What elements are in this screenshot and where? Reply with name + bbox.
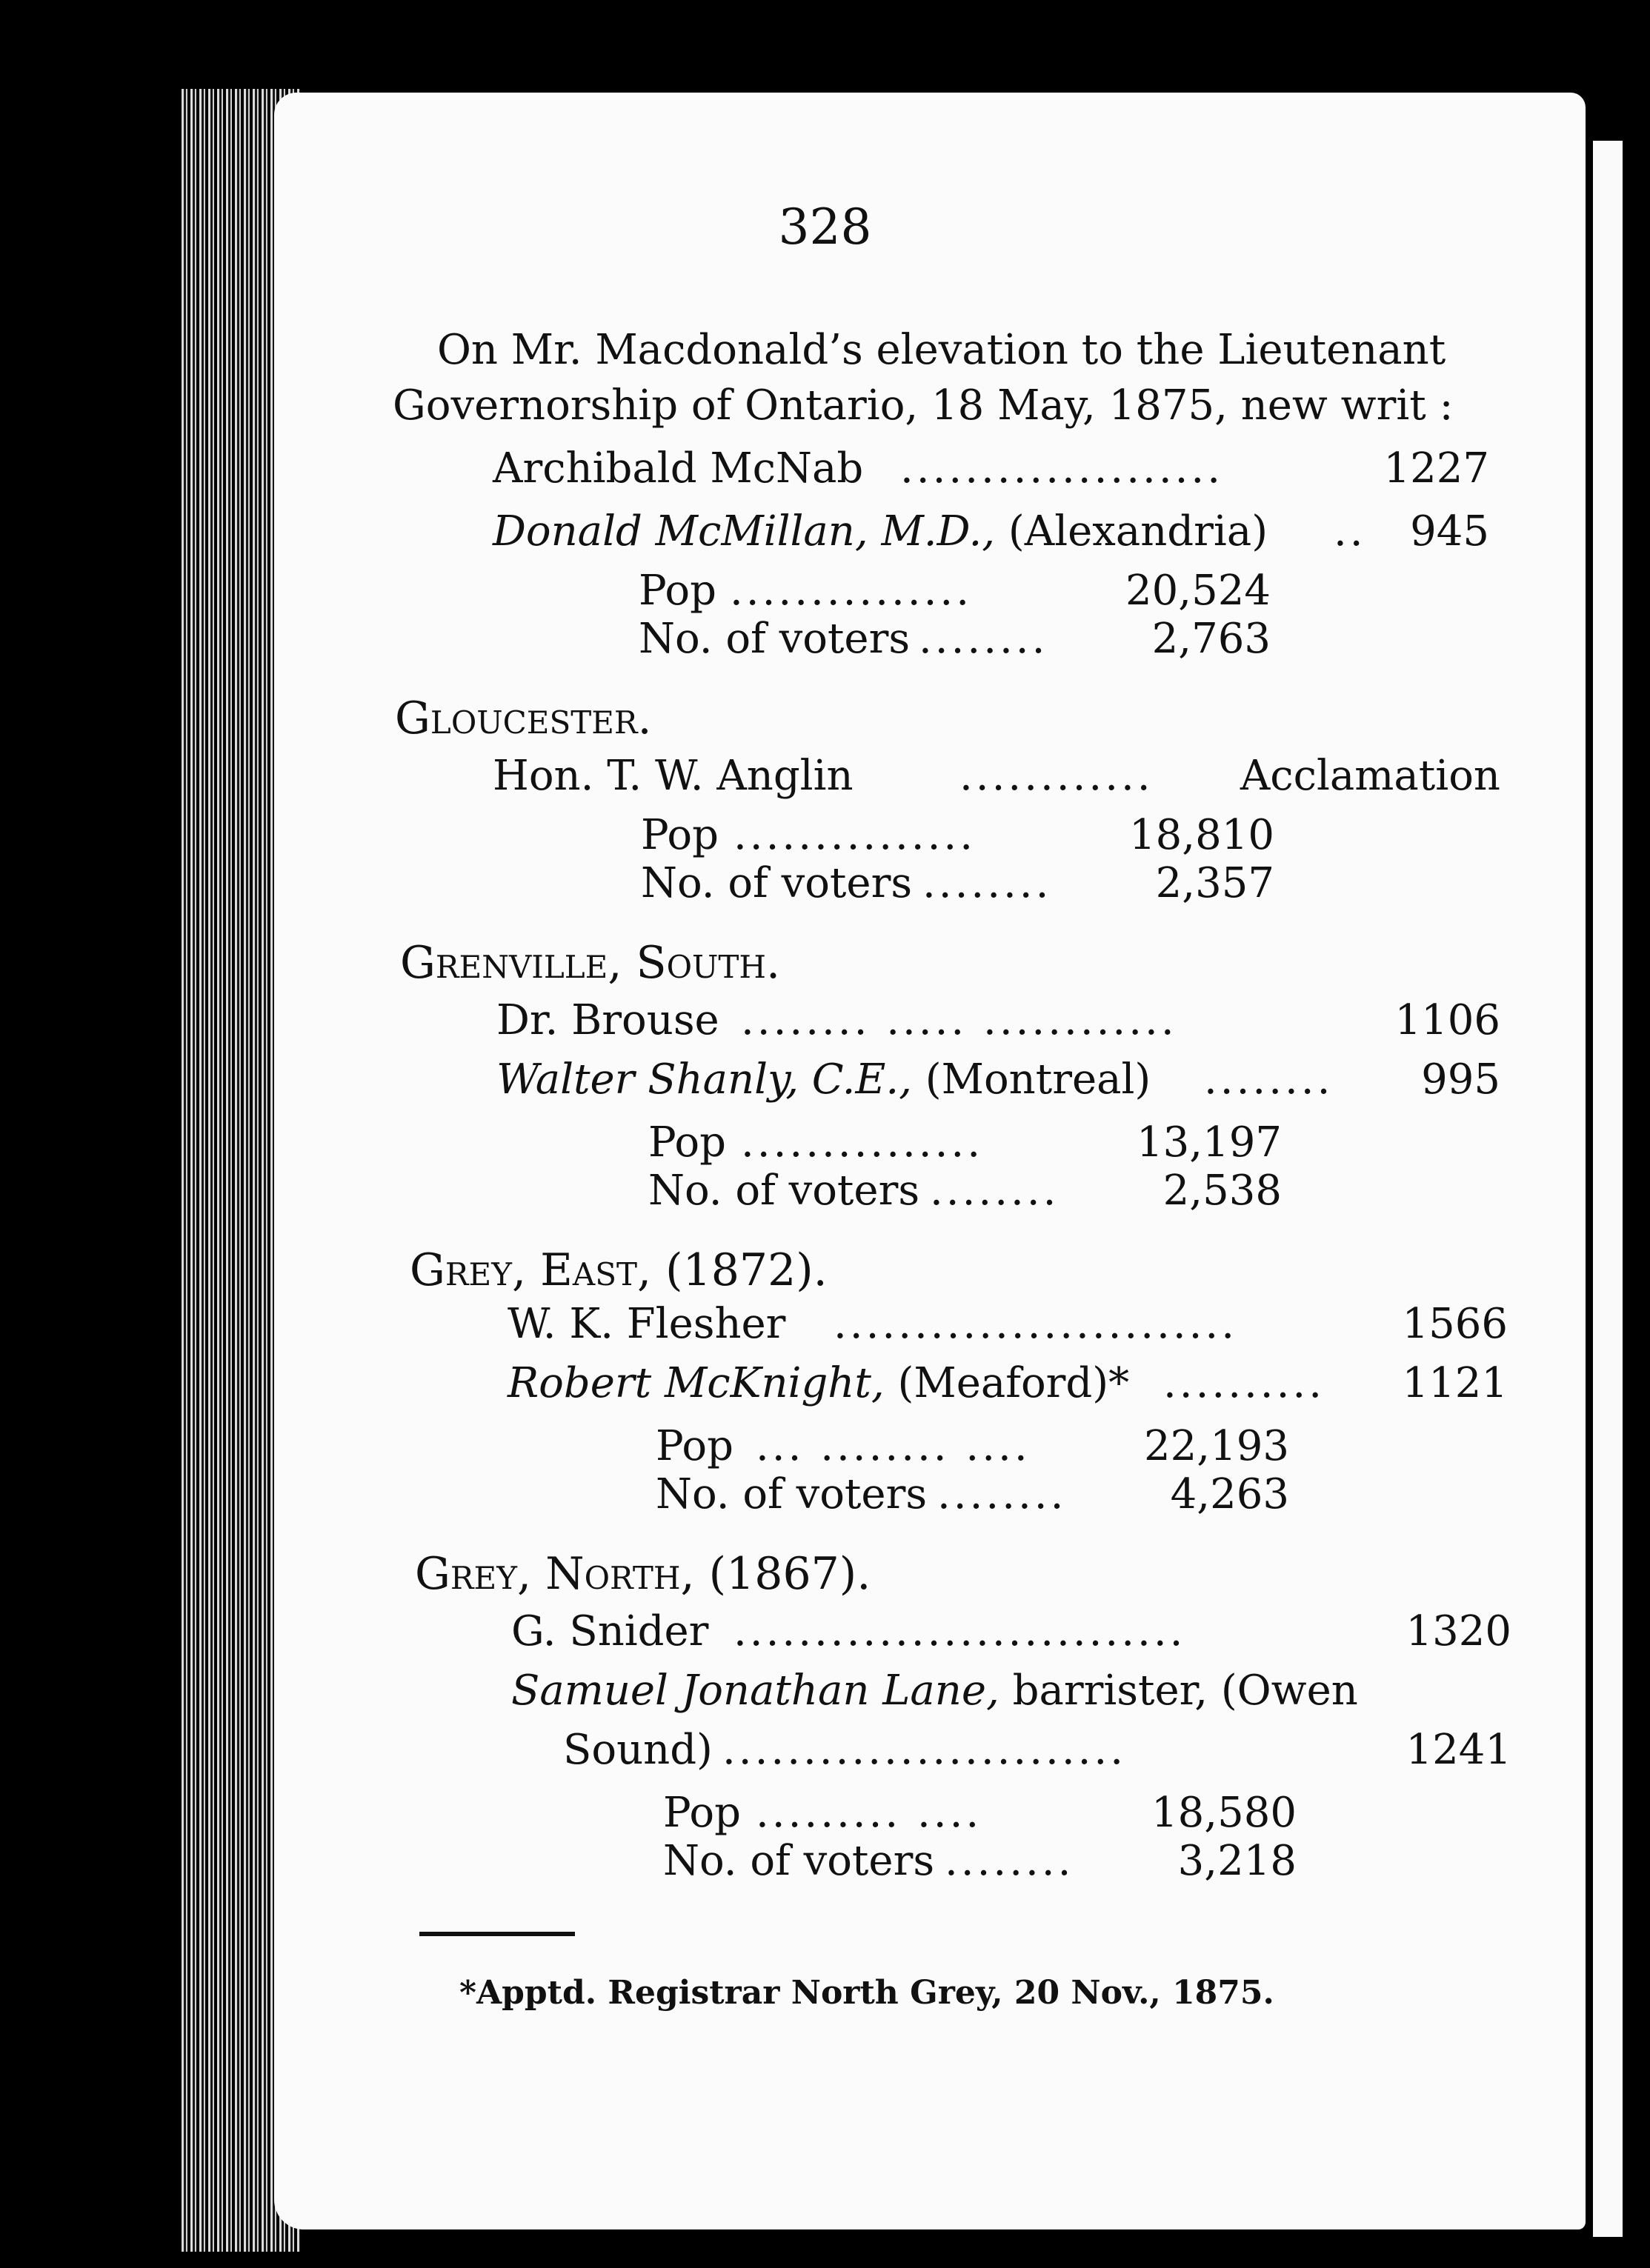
section-heading: Grey, East, (1872). xyxy=(410,1244,828,1296)
vote-count: 995 xyxy=(1421,1055,1500,1104)
facing-page-edge xyxy=(1593,141,1623,2237)
population-value: 20,524 xyxy=(1125,567,1271,615)
dot-leader: .......... xyxy=(1163,1363,1325,1404)
pop-label: Pop xyxy=(639,567,716,615)
intro-line-2: Governorship of Ontario, 18 May, 1875, new writ : xyxy=(393,381,1454,430)
dot-leader: ......................... xyxy=(834,1304,1238,1345)
pop-label: Pop xyxy=(641,811,719,859)
dot-leader: ......... .... xyxy=(756,1792,982,1834)
pop-label: Pop xyxy=(663,1789,741,1837)
vote-count: 1241 xyxy=(1406,1726,1511,1774)
dot-leader: ........ xyxy=(937,1474,1067,1515)
intro-line-1: On Mr. Macdonald’s elevation to the Lieutenant xyxy=(437,326,1446,374)
voters-label: No. of voters xyxy=(663,1837,935,1885)
candidate-name: Robert McKnight, (Meaford)* xyxy=(508,1359,1130,1407)
vote-count: 1121 xyxy=(1402,1359,1508,1407)
footnote-rule xyxy=(419,1932,575,1936)
candidate-name: Archibald McNab xyxy=(493,444,864,493)
candidate-name: Dr. Brouse xyxy=(496,996,719,1044)
section-heading: Grenville, South. xyxy=(400,937,781,989)
population-value: 13,197 xyxy=(1137,1118,1282,1167)
candidate-name: Walter Shanly, C.E., (Montreal) xyxy=(496,1055,1151,1104)
voters-value: 2,763 xyxy=(1151,615,1271,663)
voters-label: No. of voters xyxy=(648,1167,920,1215)
vote-count: 1320 xyxy=(1406,1607,1511,1655)
dot-leader: ............... xyxy=(730,570,973,612)
voters-label: No. of voters xyxy=(656,1470,928,1518)
voters-label: No. of voters xyxy=(641,859,913,907)
candidate-name: Hon. T. W. Anglin xyxy=(493,752,854,800)
dot-leader: ......................... xyxy=(722,1730,1127,1771)
candidate-name-continued: Sound) xyxy=(563,1726,713,1774)
vote-count: Acclamation xyxy=(1240,752,1500,800)
dot-leader: ............................ xyxy=(733,1611,1186,1652)
dot-leader: .. xyxy=(1334,511,1366,553)
candidate-name: G. Snider xyxy=(511,1607,709,1655)
population-value: 18,810 xyxy=(1129,811,1274,859)
voters-value: 2,538 xyxy=(1162,1167,1282,1215)
footnote: *Apptd. Registrar North Grey, 20 Nov., 1875. xyxy=(459,1974,1274,2012)
dot-leader: .................... xyxy=(900,448,1224,490)
voters-label: No. of voters xyxy=(639,615,911,663)
dot-leader: ............... xyxy=(741,1122,984,1164)
candidate-name: Donald McMillan, M.D., (Alexandria) xyxy=(493,507,1268,556)
vote-count: 1227 xyxy=(1383,444,1489,493)
dot-leader: ........ xyxy=(945,1841,1074,1882)
vote-count: 1566 xyxy=(1402,1300,1508,1348)
population-value: 18,580 xyxy=(1151,1789,1297,1837)
dot-leader: ........ xyxy=(930,1170,1059,1212)
section-heading: Gloucester. xyxy=(395,693,652,744)
vote-count: 1106 xyxy=(1394,996,1500,1044)
dot-leader: ... ........ .... xyxy=(756,1426,1031,1467)
page-number: 328 xyxy=(778,199,872,256)
dot-leader: ........ xyxy=(1204,1059,1334,1101)
candidate-name: W. K. Flesher xyxy=(508,1300,786,1348)
voters-value: 3,218 xyxy=(1177,1837,1297,1885)
population-value: 22,193 xyxy=(1144,1422,1289,1470)
pop-label: Pop xyxy=(656,1422,733,1470)
voters-value: 2,357 xyxy=(1155,859,1274,907)
vote-count: 945 xyxy=(1410,507,1489,556)
voters-value: 4,263 xyxy=(1170,1470,1289,1518)
dot-leader: ............ xyxy=(959,756,1154,797)
pop-label: Pop xyxy=(648,1118,726,1167)
dot-leader: ........ xyxy=(919,618,1048,660)
dot-leader: ........ ..... ............ xyxy=(741,1000,1177,1041)
candidate-name: Samuel Jonathan Lane, barrister, (Owen xyxy=(511,1667,1358,1715)
dot-leader: ........ xyxy=(922,863,1052,904)
section-heading: Grey, North, (1867). xyxy=(415,1548,871,1600)
dot-leader: ............... xyxy=(733,815,977,856)
